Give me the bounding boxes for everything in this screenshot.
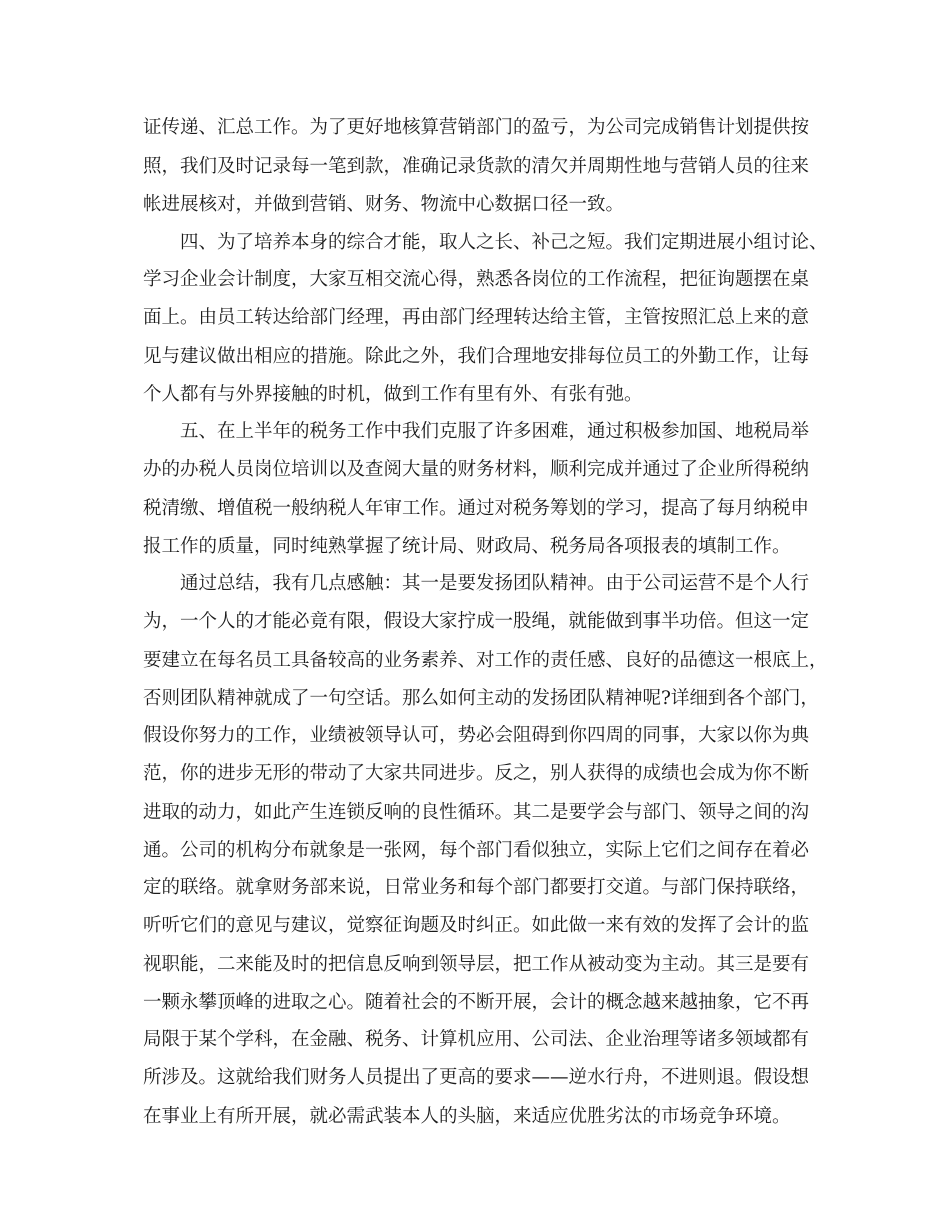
text-line: 面上。由员工转达给部门经理，再由部门经理转达给主管，主管按照汇总上来的意 bbox=[143, 307, 810, 328]
text-line: 为，一个人的才能必竟有限，假设大家拧成一股绳，就能做到事半功倍。但这一定 bbox=[143, 611, 810, 632]
text-line: 假设你努力的工作，业绩被领导认可，势必会阻碍到你四周的同事，大家以你为典 bbox=[143, 725, 810, 746]
text-line: 办的办税人员岗位培训以及查阅大量的财务材料，顺利完成并通过了企业所得税纳 bbox=[143, 459, 810, 480]
text-line: 通。公司的机构分布就象是一张网，每个部门看似独立，实际上它们之间存在着必 bbox=[143, 840, 810, 861]
text-line: 视职能，二来能及时的把信息反响到领导层，把工作从被动变为主动。其三是要有 bbox=[143, 954, 810, 975]
text-line: 报工作的质量，同时纯熟掌握了统计局、财政局、税务局各项报表的填制工作。 bbox=[143, 536, 791, 557]
text-line: 一颗永攀顶峰的进取之心。随着社会的不断开展，会计的概念越来越抽象，它不再 bbox=[143, 992, 810, 1013]
text-line: 范，你的进步无形的带动了大家共同进步。反之，别人获得的成绩也会成为你不断 bbox=[143, 763, 810, 784]
text-line: 证传递、汇总工作。为了更好地核算营销部门的盈亏，为公司完成销售计划提供按 bbox=[143, 117, 810, 138]
text-line: 个人都有与外界接触的时机，做到工作有里有外、有张有弛。 bbox=[143, 384, 643, 405]
text-line: 否则团队精神就成了一句空话。那么如何主动的发扬团队精神呢?详细到各个部门， bbox=[143, 688, 819, 709]
text-line: 帐进展核对，并做到营销、财务、物流中心数据口径一致。 bbox=[143, 194, 625, 215]
text-line: 听听它们的意见与建议，觉察征询题及时纠正。如此做一来有效的发挥了会计的监 bbox=[143, 915, 810, 936]
text-line: 见与建议做出相应的措施。除此之外，我们合理地安排每位员工的外勤工作，让每 bbox=[143, 346, 810, 367]
text-line: 所涉及。这就给我们财务人员提出了更高的要求——逆水行舟，不进则退。假设想 bbox=[143, 1067, 810, 1088]
text-line: 学习企业会计制度，大家互相交流心得，熟悉各岗位的工作流程，把征询题摆在桌 bbox=[143, 269, 810, 290]
text-line: 在事业上有所开展，就必需武装本人的头脑，来适应优胜劣汰的市场竞争环境。 bbox=[143, 1106, 791, 1127]
text-line: 税清缴、增值税一般纳税人年审工作。通过对税务筹划的学习，提高了每月纳税申 bbox=[143, 498, 810, 519]
paragraph-start-line: 通过总结，我有几点感触：其一是要发扬团队精神。由于公司运营不是个人行 bbox=[180, 573, 810, 594]
paragraph-start-line: 五、在上半年的税务工作中我们克服了许多困难，通过积极参加国、地税局举 bbox=[180, 421, 810, 442]
text-line: 进取的动力，如此产生连锁反响的良性循环。其二是要学会与部门、领导之间的沟 bbox=[143, 802, 810, 823]
text-line: 局限于某个学科，在金融、税务、计算机应用、公司法、企业治理等诸多领域都有 bbox=[143, 1029, 810, 1050]
text-line: 要建立在每名员工具备较高的业务素养、对工作的责任感、良好的品德这一根底上， bbox=[143, 650, 828, 671]
paragraph-start-line: 四、为了培养本身的综合才能，取人之长、补己之短。我们定期进展小组讨论、 bbox=[180, 232, 828, 253]
text-line: 照，我们及时记录每一笔到款，准确记录货款的清欠并周期性地与营销人员的往来 bbox=[143, 156, 810, 177]
text-line: 定的联络。就拿财务部来说，日常业务和每个部门都要打交道。与部门保持联络， bbox=[143, 877, 810, 898]
